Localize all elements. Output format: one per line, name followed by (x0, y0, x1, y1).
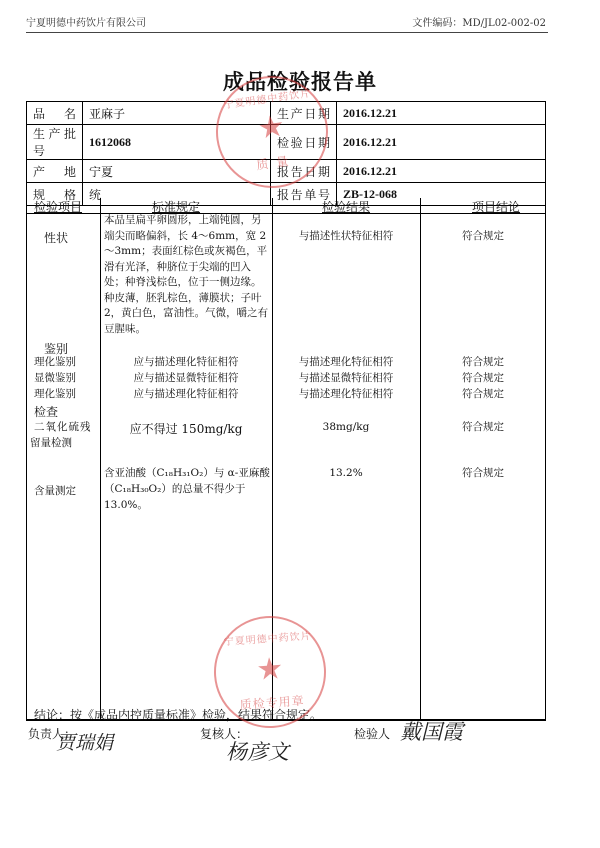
production-date-value: 2016.12.21 (337, 102, 546, 125)
report-number-label: 报告单号 (271, 183, 337, 206)
column-header-result: 检验结果 (322, 200, 371, 214)
column-divider-1 (100, 198, 101, 720)
ident1-standard: 应与描述理化特征相符 (133, 356, 239, 368)
column-divider-3 (420, 198, 421, 720)
report-date-label: 报告日期 (271, 160, 337, 183)
appearance-item: 性状 (44, 231, 69, 245)
inspection-seal-stamp: 宁夏明德中药饮片 ★ 质检专用章 (210, 612, 330, 732)
ident3-item: 理化鉴别 (34, 388, 76, 400)
reviewer-label: 复核人： (200, 727, 249, 741)
inspector-signature: 戴国霞 (400, 720, 463, 744)
inspector-label: 检验人 (354, 727, 391, 741)
assay-result: 13.2% (329, 467, 363, 479)
origin-label: 产 地 (27, 160, 83, 183)
seal-star-icon: ★ (255, 108, 288, 147)
header-rule (26, 32, 548, 33)
name-label: 品 名 (27, 102, 83, 125)
ident2-result: 与描述显微特征相符 (298, 372, 394, 384)
seal-star-icon: ★ (255, 651, 285, 688)
batch-label: 生产批号 (27, 125, 83, 160)
ident3-standard: 应与描述理化特征相符 (133, 388, 239, 400)
conclusion-text: 结论：按《成品内控质量标准》检验，结果符合规定。 (34, 708, 323, 722)
reviewer-signature: 杨彦文 (226, 740, 289, 764)
origin-value: 宁夏 (83, 160, 271, 183)
quality-seal-stamp: 宁夏明德中药饮片 ★ 质量 (209, 69, 335, 195)
column-header-item: 检验项目 (34, 200, 83, 214)
so2-item-line2: 留量检测 (30, 437, 72, 449)
column-header-conclusion: 项目结论 (472, 200, 521, 214)
report-date-value: 2016.12.21 (337, 160, 546, 183)
document-number: 文件编码：MD/JL02-002-02 (412, 18, 546, 29)
responsible-label: 负责人： (28, 727, 77, 741)
spec-value: 统 (83, 183, 271, 206)
ident1-result: 与描述理化特征相符 (298, 356, 394, 368)
assay-standard-line1: 含亚油酸（C₁₈H₃₁O₂）与 α-亚麻酸 (104, 467, 270, 479)
responsible-signature: 贾瑞娟 (56, 732, 114, 754)
so2-result: 38mg/kg (322, 421, 370, 433)
name-value: 亚麻子 (83, 102, 271, 125)
page-title: 成品检验报告单 (223, 69, 377, 94)
batch-value: 1612068 (83, 125, 271, 160)
ident2-conclusion: 符合规定 (462, 372, 504, 384)
so2-standard: 应不得过 150mg/kg (129, 422, 243, 436)
ident1-conclusion: 符合规定 (462, 356, 504, 368)
test-date-value: 2016.12.21 (337, 125, 546, 160)
ident3-conclusion: 符合规定 (462, 388, 504, 400)
spec-label: 规 格 (27, 183, 83, 206)
ident2-item: 显微鉴别 (34, 372, 76, 384)
ident1-item: 理化鉴别 (34, 356, 76, 368)
report-number-value: ZB-12-068 (337, 183, 546, 206)
ident3-result: 与描述理化特征相符 (298, 388, 394, 400)
assay-conclusion: 符合规定 (462, 467, 504, 479)
company-name: 宁夏明德中药饮片有限公司 (26, 18, 146, 29)
so2-item-line1: 二氧化硫残 (34, 421, 92, 433)
test-date-label: 检验日期 (271, 125, 337, 160)
check-heading: 检查 (34, 405, 59, 419)
appearance-conclusion: 符合规定 (462, 230, 504, 242)
production-date-label: 生产日期 (271, 102, 337, 125)
ident2-standard: 应与描述显微特征相符 (133, 372, 239, 384)
assay-standard-line2: （C₁₈H₃₀O₂）的总量不得少于 13.0%。 (104, 483, 246, 511)
appearance-standard: 本品呈扁平卵圆形，上端钝圆，另端尖而略偏斜，长 4～6mm，宽 2～3mm；表面红棕色或灰褐色，平滑有光泽，种脐位于尖端的凹入处；种脊浅棕色，位于一侧边缘。种皮薄，胚乳棕色，薄膜状；子叶 2，黄白色，富油性。气微，嚼之有豆腥味。 (104, 214, 269, 335)
column-header-standard: 标准规定 (152, 200, 201, 214)
so2-conclusion: 符合规定 (462, 421, 504, 433)
identification-heading: 鉴别 (44, 342, 69, 356)
assay-item: 含量测定 (34, 485, 76, 497)
appearance-result: 与描述性状特征相符 (298, 230, 394, 242)
